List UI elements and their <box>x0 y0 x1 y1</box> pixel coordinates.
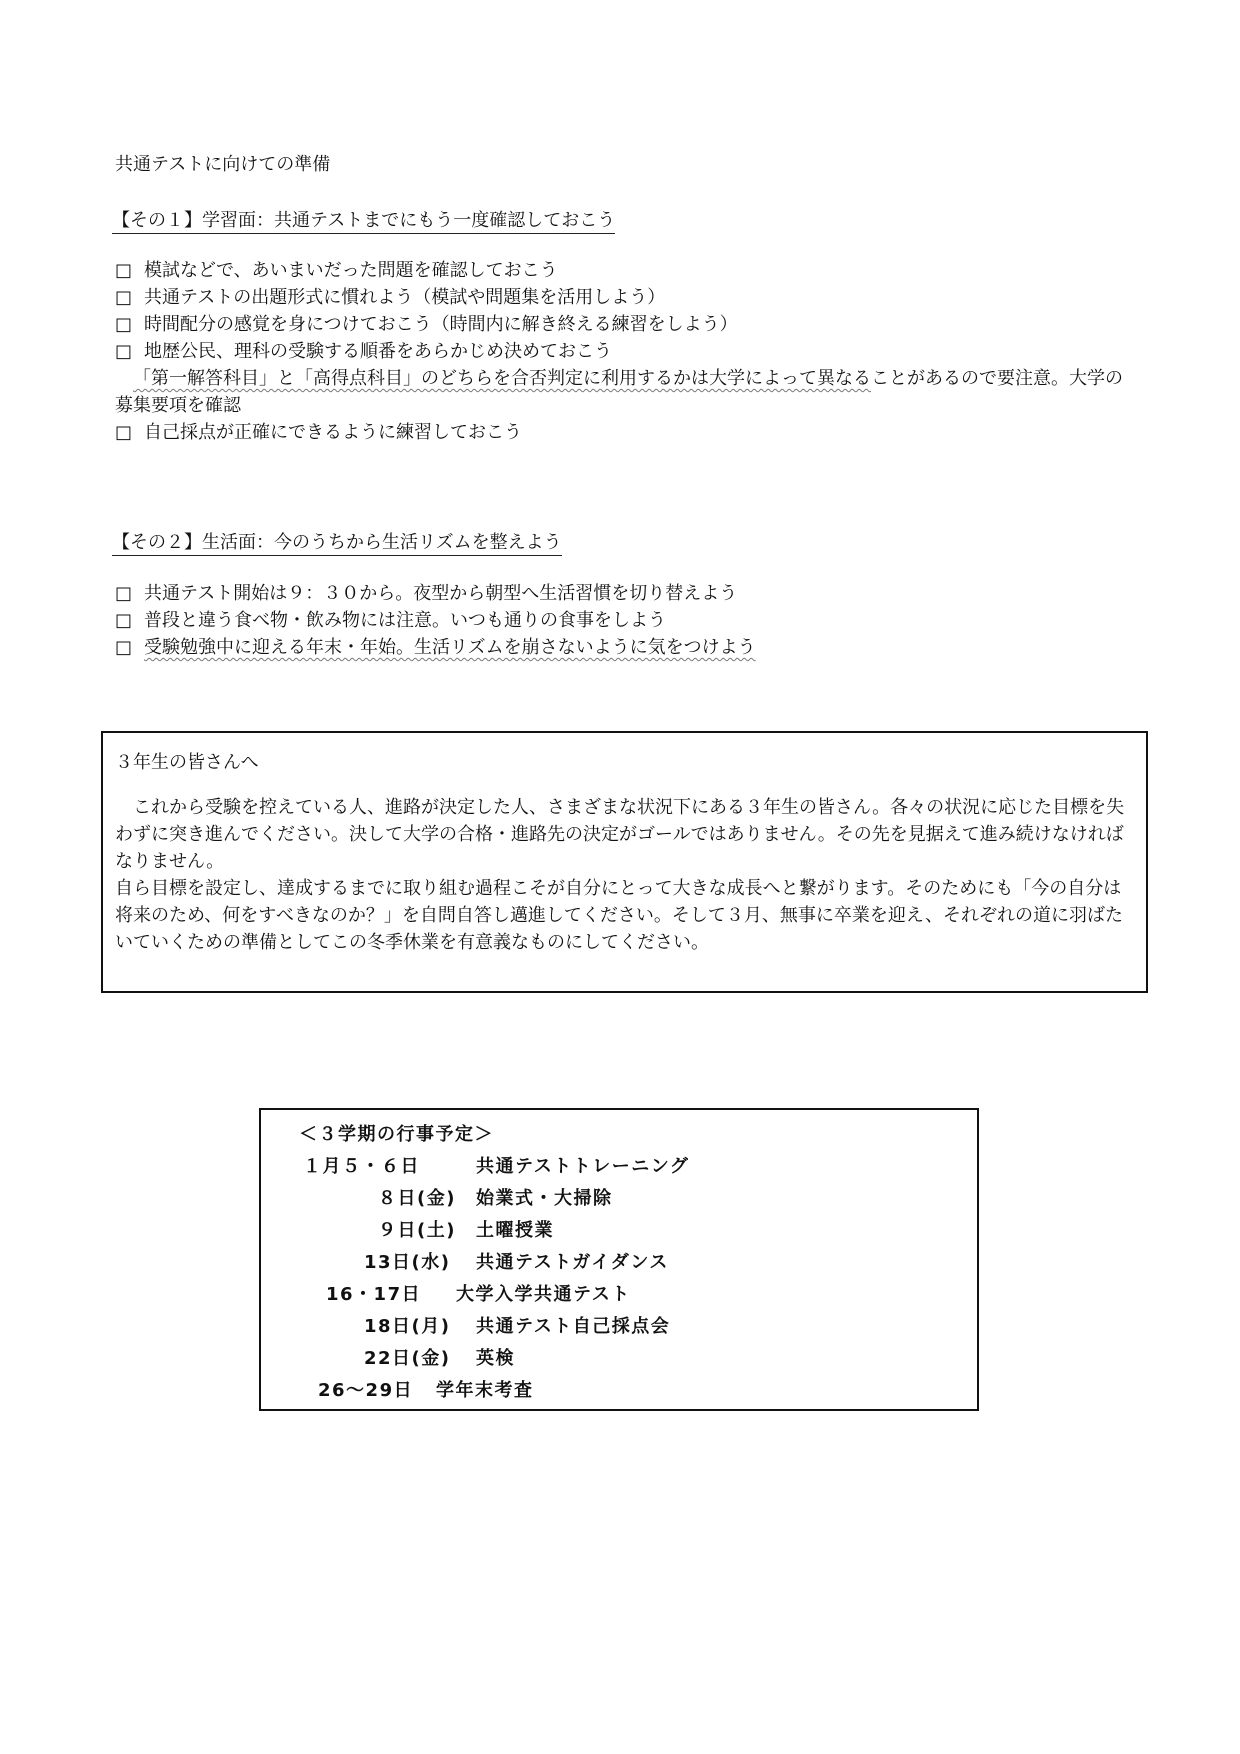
list-item <box>115 634 1135 661</box>
document-title: 共通テストに向けての準備 <box>115 154 331 175</box>
schedule-event: 共通テスト自己採点会 <box>476 1316 671 1337</box>
schedule-date: 13日(水) <box>364 1252 451 1273</box>
section1-list <box>115 257 1135 446</box>
checkbox-icon: □ <box>115 260 133 281</box>
schedule-date: １月５・６日 <box>303 1156 420 1177</box>
schedule-date: ９日(土) <box>378 1220 456 1241</box>
checkbox-icon: □ <box>115 583 133 604</box>
schedule-box <box>259 1108 979 1411</box>
schedule-event: 共通テストガイダンス <box>476 1252 669 1273</box>
schedule-date: 26～29日 <box>318 1380 414 1401</box>
schedule-date: 18日(月) <box>364 1316 451 1337</box>
checkbox-icon: □ <box>115 341 133 362</box>
schedule-event: 大学入学共通テスト <box>456 1284 631 1305</box>
note-underlined: 「第一解答科目」と「高得点科目」のどちらを合否判定に利用するかは大学によって異なる <box>133 368 871 389</box>
list-item: □ 自己採点が正確にできるように練習しておこう <box>115 422 523 443</box>
list-item: □ 地歴公民、理科の受験する順番をあらかじめ決めておこう <box>115 341 613 362</box>
schedule-event: 共通テストトレーニング <box>476 1156 690 1177</box>
underlined-item: 受験勉強中に迎える年末・年始。生活リズムを崩さないように気をつけよう <box>144 637 756 658</box>
schedule-title: ＜３学期の行事予定＞ <box>299 1124 494 1145</box>
section2-list <box>115 580 1135 661</box>
checkbox-icon: □ <box>115 287 133 308</box>
message-greeting: ３年生の皆さんへ <box>115 752 259 773</box>
list-item: □ 時間配分の感覚を身につけておこう（時間内に解き終える練習をしよう） <box>115 314 738 335</box>
schedule-date: 16・17日 <box>326 1284 422 1305</box>
checkbox-icon: □ <box>115 422 133 443</box>
note-text <box>115 365 1135 419</box>
schedule-event: 英検 <box>476 1348 515 1369</box>
schedule-date: 22日(金) <box>364 1348 451 1369</box>
checkbox-icon: □ <box>115 610 133 631</box>
list-item: □ 模試などで、あいまいだった問題を確認しておこう <box>115 260 558 281</box>
schedule-date: ８日(金) <box>378 1188 456 1209</box>
note-rest: ことがあるので要注意。大学の募集要項を確認 <box>115 368 1123 416</box>
list-item: □ 共通テスト開始は９：３０から。夜型から朝型へ生活習慣を切り替えよう <box>115 583 738 604</box>
section2-heading: 【その２】生活面：今のうちから生活リズムを整えよう <box>112 528 562 556</box>
list-item: □ 普段と違う食べ物・飲み物には注意。いつも通りの食事をしよう <box>115 610 667 631</box>
checkbox-icon: □ <box>115 314 133 335</box>
schedule-event: 学年末考査 <box>436 1380 534 1401</box>
message-box <box>101 731 1148 993</box>
section1-heading: 【その１】学習面：共通テストまでにもう一度確認しておこう <box>112 206 615 234</box>
schedule-event: 土曜授業 <box>476 1220 554 1241</box>
message-paragraph: これから受験を控えている人、進路が決定した人、さまざまな状況下にある３年生の皆さん。各々の状況に応じた目標を失わずに突き進んでください。決して大学の合格・進路先の決定がゴールではありません。その先を見据えて進み続けなければなりません。 <box>115 797 1125 872</box>
message-paragraph: 自ら目標を設定し、達成するまでに取り組む過程こそが自分にとって大きな成長へと繋がります。そのためにも「今の自分は将来のため、何をすべきなのか？」を自問自答し邁進してください。そして３月、無事に卒業を迎え、それぞれの道に羽ばたいていくための準備としてこの冬季休業を有意義なものにしてください。 <box>115 878 1123 953</box>
checkbox-icon: □ <box>115 637 133 658</box>
schedule-event: 始業式・大掃除 <box>476 1188 613 1209</box>
list-item: □ 共通テストの出題形式に慣れよう（模試や問題集を活用しよう） <box>115 287 666 308</box>
